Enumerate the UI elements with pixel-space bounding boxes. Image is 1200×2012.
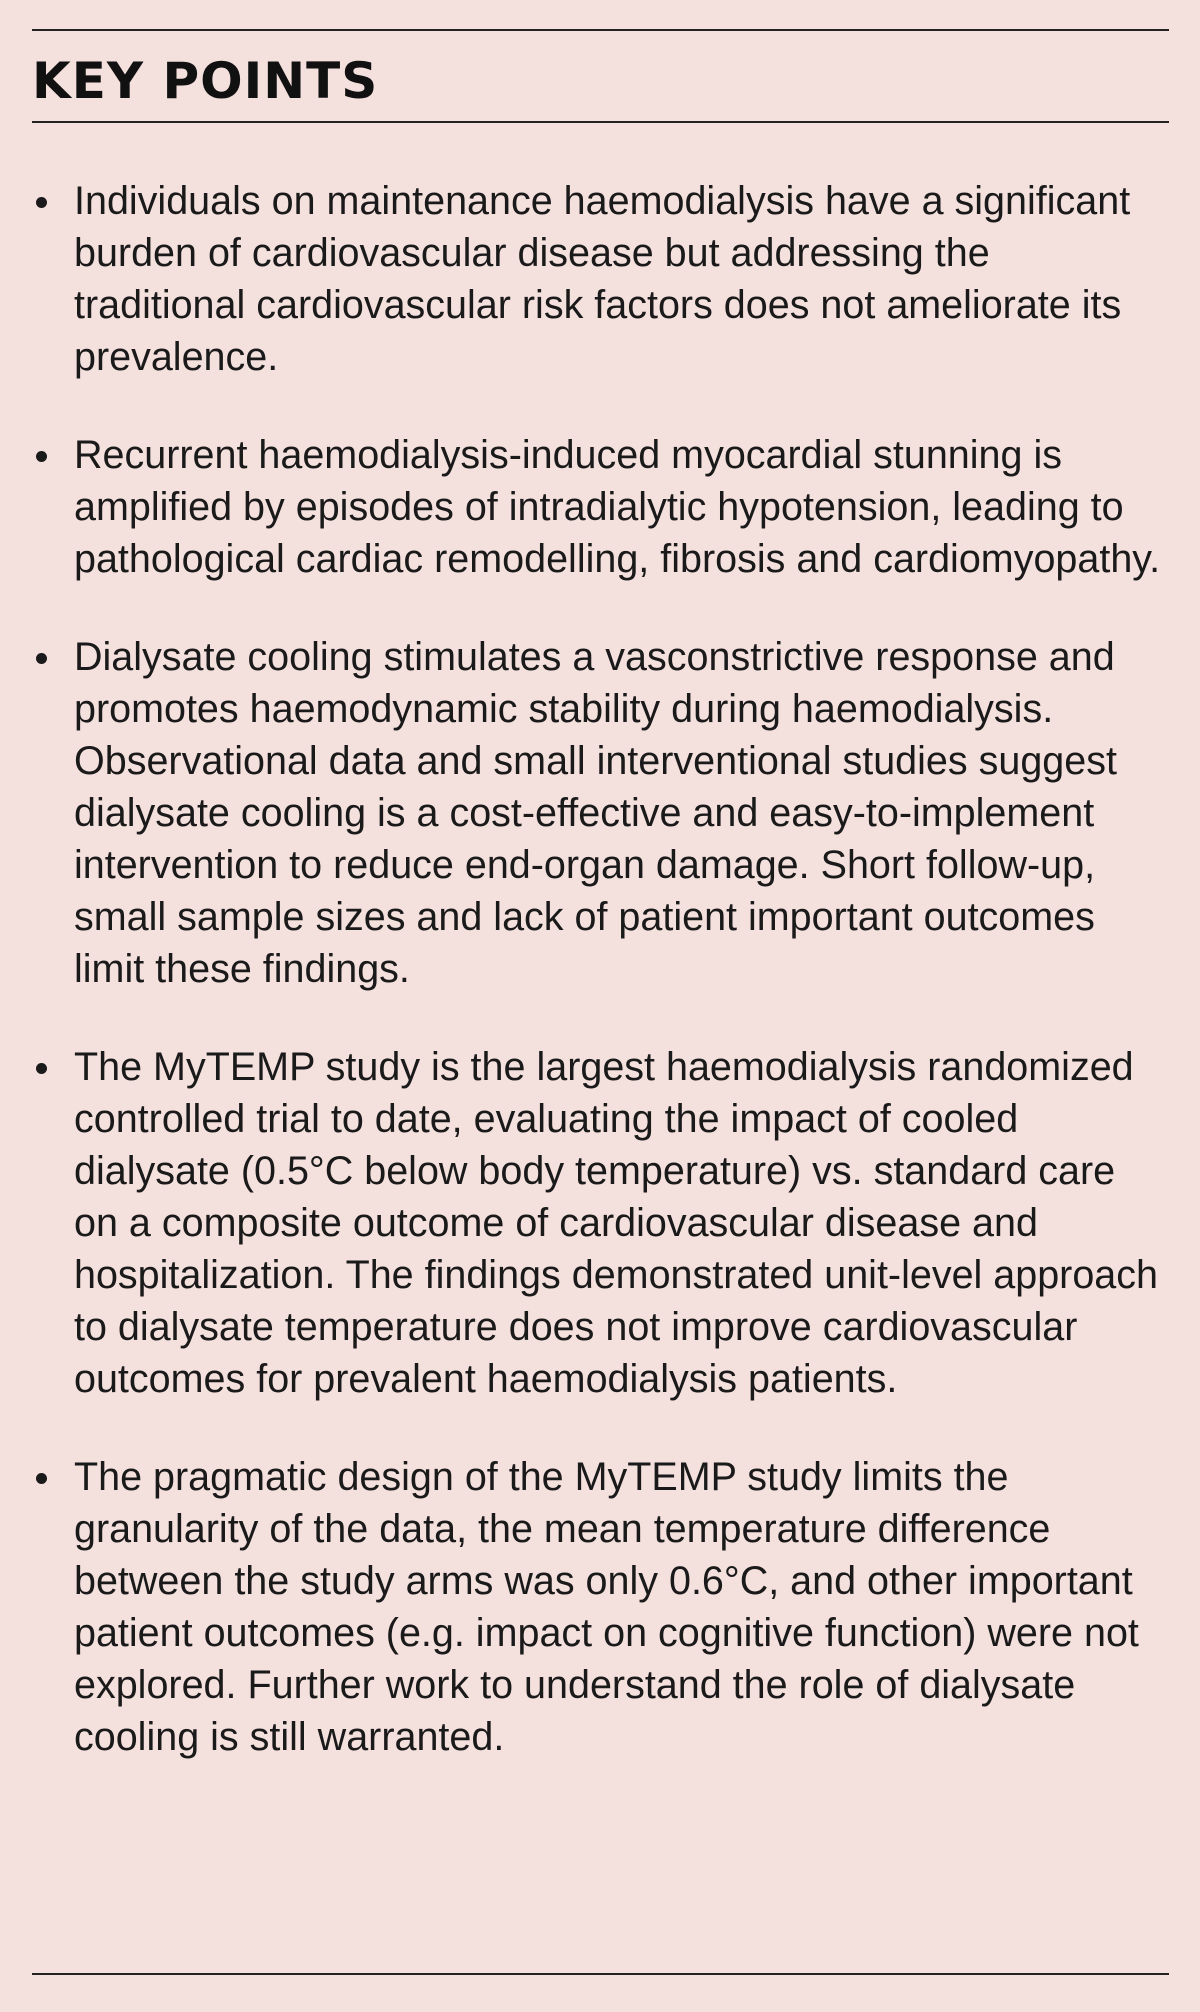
key-points-list <box>32 175 1169 1809</box>
key-point-4 <box>32 1041 1169 1405</box>
key-point-text: The pragmatic design of the MyTEMP study limits the granularity of the data, the mean temperature difference between the study arms was only 0.6°C, and other important patient outcomes (e.g. impact on cognitive function) were not explored. Further work to understand the role of dialysate cooling is still warranted. <box>74 1455 1139 1759</box>
section-title: KEY POINTS <box>32 52 379 110</box>
key-point-5 <box>32 1451 1169 1763</box>
bullet-icon <box>36 653 47 664</box>
key-point-3 <box>32 631 1169 995</box>
key-point-text: The MyTEMP study is the largest haemodialysis randomized controlled trial to date, evaluating the impact of cooled dialysate (0.5°C below body temperature) vs. standard care on a composite outcome of cardiovascular disease and hospitalization. The findings demonstrated unit-level approach to dialysate temperature does not improve cardiovascular outcomes for prevalent haemodialysis patients. <box>74 1045 1158 1401</box>
bullet-icon <box>36 1473 47 1484</box>
bullet-icon <box>36 197 47 208</box>
bullet-icon <box>36 451 47 462</box>
key-point-1 <box>32 175 1169 383</box>
key-point-text: Dialysate cooling stimulates a vasconstrictive response and promotes haemodynamic stability during haemodialysis. Observational data and small interventional studies suggest dialysate cooling is a cost-effective and easy-to-implement intervention to reduce end-organ damage. Short follow-up, small sample sizes and lack of patient important outcomes limit these findings. <box>74 635 1117 991</box>
key-point-text: Recurrent haemodialysis-induced myocardial stunning is amplified by episodes of intradialytic hypotension, leading to pathological cardiac remodelling, fibrosis and cardiomyopathy. <box>74 433 1161 581</box>
key-point-text: Individuals on maintenance haemodialysis have a significant burden of cardiovascular disease but addressing the traditional cardiovascular risk factors does not ameliorate its prevalence. <box>74 179 1131 379</box>
bottom-divider <box>32 1973 1169 1975</box>
top-divider <box>32 29 1169 31</box>
key-points-box <box>32 29 1169 1975</box>
key-point-2 <box>32 429 1169 585</box>
title-divider <box>32 121 1169 123</box>
bullet-icon <box>36 1063 47 1074</box>
